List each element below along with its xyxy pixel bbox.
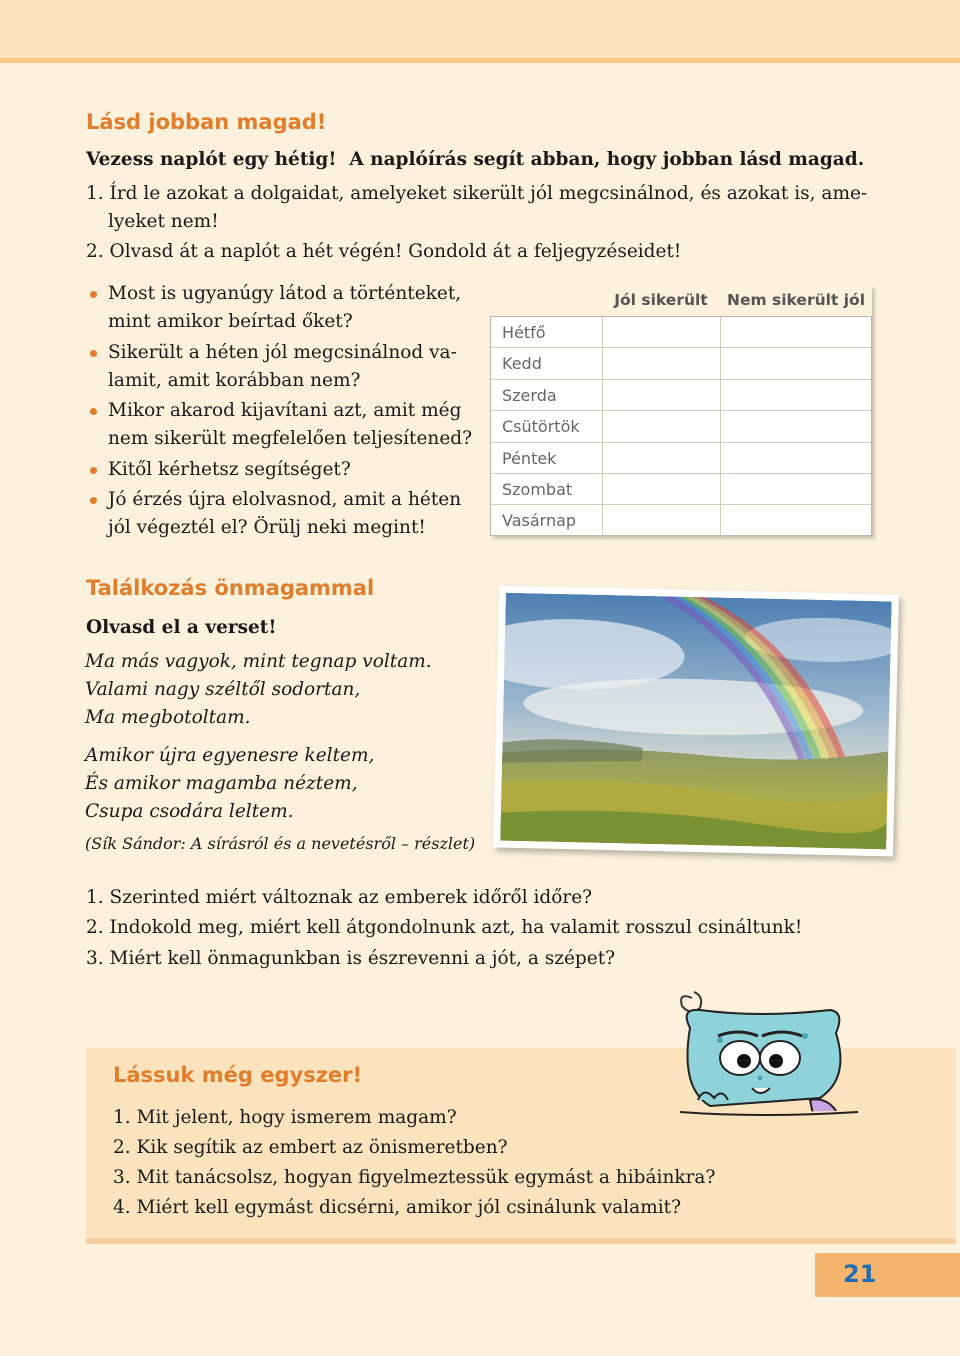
rainbow-landscape-image (500, 593, 892, 850)
good-cell[interactable] (603, 380, 721, 410)
page-number-tab (815, 1253, 960, 1297)
day-label: Péntek (491, 443, 603, 473)
discussion-question: 3. Miért kell önmagunkban is észrevenni a jót, a szépet? (86, 948, 616, 969)
bullet-dot-icon (90, 350, 97, 357)
poem-line: Valami nagy széltől sodortan, (85, 679, 361, 700)
bullet-item: Jó érzés újra elolvasnod, amit a héten jól végeztél el? Örülj neki megint! (90, 486, 490, 542)
rainbow-landscape-photo (493, 585, 899, 856)
review-box-shadow (86, 1238, 956, 1244)
poem-instruction: Olvasd el a verset! (86, 617, 277, 638)
section-title-talalkozas: Találkozás önmagammal (86, 576, 375, 600)
diary-intro: Vezess naplót egy hétig! A naplóírás segít abban, hogy jobban lásd magad. (86, 149, 865, 170)
table-row (491, 380, 871, 411)
col-header-good: Jól sikerült (614, 291, 708, 309)
section-title-lasd-jobban: Lásd jobban magad! (86, 110, 327, 134)
step-2: 2. Olvasd át a naplót a hét végén! Gondold át a feljegyzéseidet! (86, 241, 682, 262)
review-title: Lássuk még egyszer! (113, 1063, 363, 1087)
poem-stanza-2 (85, 742, 374, 826)
good-cell[interactable] (603, 317, 721, 347)
table-row (491, 317, 871, 348)
reflection-bullets (90, 280, 490, 545)
bullet-item: Sikerült a héten jól megcsinálnod va- lamit, amit korábban nem? (90, 339, 490, 395)
good-cell[interactable] (603, 505, 721, 536)
good-cell[interactable] (603, 348, 721, 378)
top-band (0, 0, 960, 63)
bullet-dot-icon (90, 291, 97, 298)
table-row (491, 348, 871, 379)
bullet-dot-icon (90, 467, 97, 474)
peeking-mascot-illustration (640, 988, 860, 1138)
day-label: Szombat (491, 474, 603, 504)
poem-line: Ma megbotoltam. (85, 707, 251, 728)
bullet-dot-icon (90, 497, 97, 504)
day-label: Vasárnap (491, 505, 603, 536)
day-label: Szerda (491, 380, 603, 410)
review-question: 4. Miért kell egymást dicsérni, amikor jól csinálunk valamit? (113, 1197, 682, 1218)
table-grid (490, 316, 872, 536)
good-cell[interactable] (603, 411, 721, 441)
bullet-dot-icon (90, 408, 97, 415)
bullet-item: Kitől kérhetsz segítséget? (90, 456, 490, 484)
week-diary-table (490, 285, 872, 536)
day-label: Csütörtök (491, 411, 603, 441)
poem-source: (Sík Sándor: A sírásról és a nevetésről – részlet) (85, 834, 476, 853)
col-header-bad: Nem sikerült jól (726, 291, 866, 309)
step-1-line-2: lyeket nem! (108, 211, 219, 232)
table-row (491, 443, 871, 474)
poem-line: Csupa csodára leltem. (85, 801, 294, 822)
table-row (491, 505, 871, 536)
review-question: 2. Kik segítik az embert az önismeretben? (113, 1137, 508, 1158)
good-cell[interactable] (603, 443, 721, 473)
poem-line: És amikor magamba néztem, (85, 773, 358, 794)
poem-stanza-1 (85, 648, 432, 732)
day-label: Kedd (491, 348, 603, 378)
discussion-question: 2. Indokold meg, miért kell átgondolnunk azt, ha valamit rosszul csináltunk! (86, 917, 803, 938)
table-row (491, 474, 871, 505)
review-question: 1. Mit jelent, hogy ismerem magam? (113, 1107, 457, 1128)
discussion-question: 1. Szerinted miért változnak az emberek időről időre? (86, 887, 593, 908)
photo-image (500, 593, 892, 850)
step-1-line-1: 1. Írd le azokat a dolgaidat, amelyeket sikerült jól megcsinálnod, és azokat is, ame- (86, 183, 868, 204)
good-cell[interactable] (603, 474, 721, 504)
bullet-item: Mikor akarod kijavítani azt, amit még nem sikerült megfelelően teljesítened? (90, 397, 490, 453)
day-label: Hétfő (491, 317, 603, 347)
page-number: 21 (843, 1260, 877, 1288)
poem-line: Amikor újra egyenesre keltem, (85, 745, 375, 766)
poem-line: Ma más vagyok, mint tegnap voltam. (85, 651, 432, 672)
review-question: 3. Mit tanácsolsz, hogyan figyelmeztessük egymást a hibáinkra? (113, 1167, 716, 1188)
table-row (491, 411, 871, 442)
bullet-item: Most is ugyanúgy látod a történteket, mint amikor beírtad őket? (90, 280, 490, 336)
